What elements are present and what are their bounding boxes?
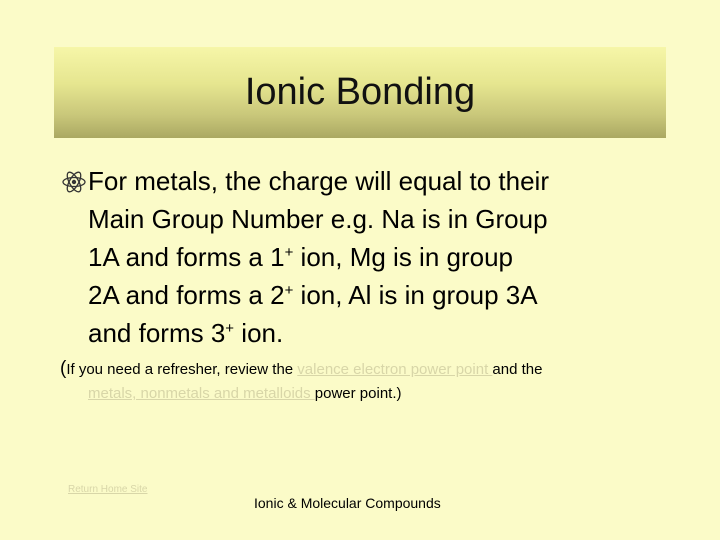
bullet-line-5-b: ion. — [234, 318, 284, 348]
bullet-line-5 — [88, 314, 680, 352]
bullet-line-1: For metals, the charge will equal to their — [88, 166, 549, 196]
slide-title: Ionic Bonding — [244, 71, 476, 113]
bullet-point — [60, 162, 680, 352]
bullet-line-4-b: ion, Al is in group 3A — [293, 280, 538, 310]
bullet-line-3-a: 1A and forms a 1 — [88, 242, 285, 272]
return-home-link[interactable]: Return Home Site — [68, 484, 148, 495]
open-paren: ( — [60, 358, 67, 379]
refresher-note — [60, 357, 680, 406]
note-text-2: and the — [492, 361, 543, 378]
title-bar — [54, 47, 666, 138]
bullet-line-2: Main Group Number e.g. Na is in Group — [88, 204, 548, 234]
metals-nonmetals-link[interactable]: metals, nonmetals and metalloids — [88, 385, 315, 402]
note-text-1: If you need a refresher, review the — [66, 361, 298, 378]
bullet-text — [88, 162, 680, 352]
charge-superscript: + — [284, 244, 294, 261]
valence-electron-link[interactable]: valence electron power point — [297, 361, 493, 378]
bullet-line-4 — [88, 276, 680, 314]
charge-superscript: + — [225, 320, 235, 337]
bullet-line-4-a: 2A and forms a 2 — [88, 280, 285, 310]
bullet-line-3 — [88, 238, 680, 276]
note-text-3: power point.) — [314, 385, 402, 402]
footer-text: Ionic & Molecular Compounds — [254, 495, 441, 511]
atom-icon — [60, 168, 88, 196]
bullet-line-5-a: and forms 3 — [88, 318, 226, 348]
charge-superscript: + — [284, 282, 294, 299]
note-line-2 — [60, 382, 680, 406]
bullet-line-3-b: ion, Mg is in group — [293, 242, 513, 272]
